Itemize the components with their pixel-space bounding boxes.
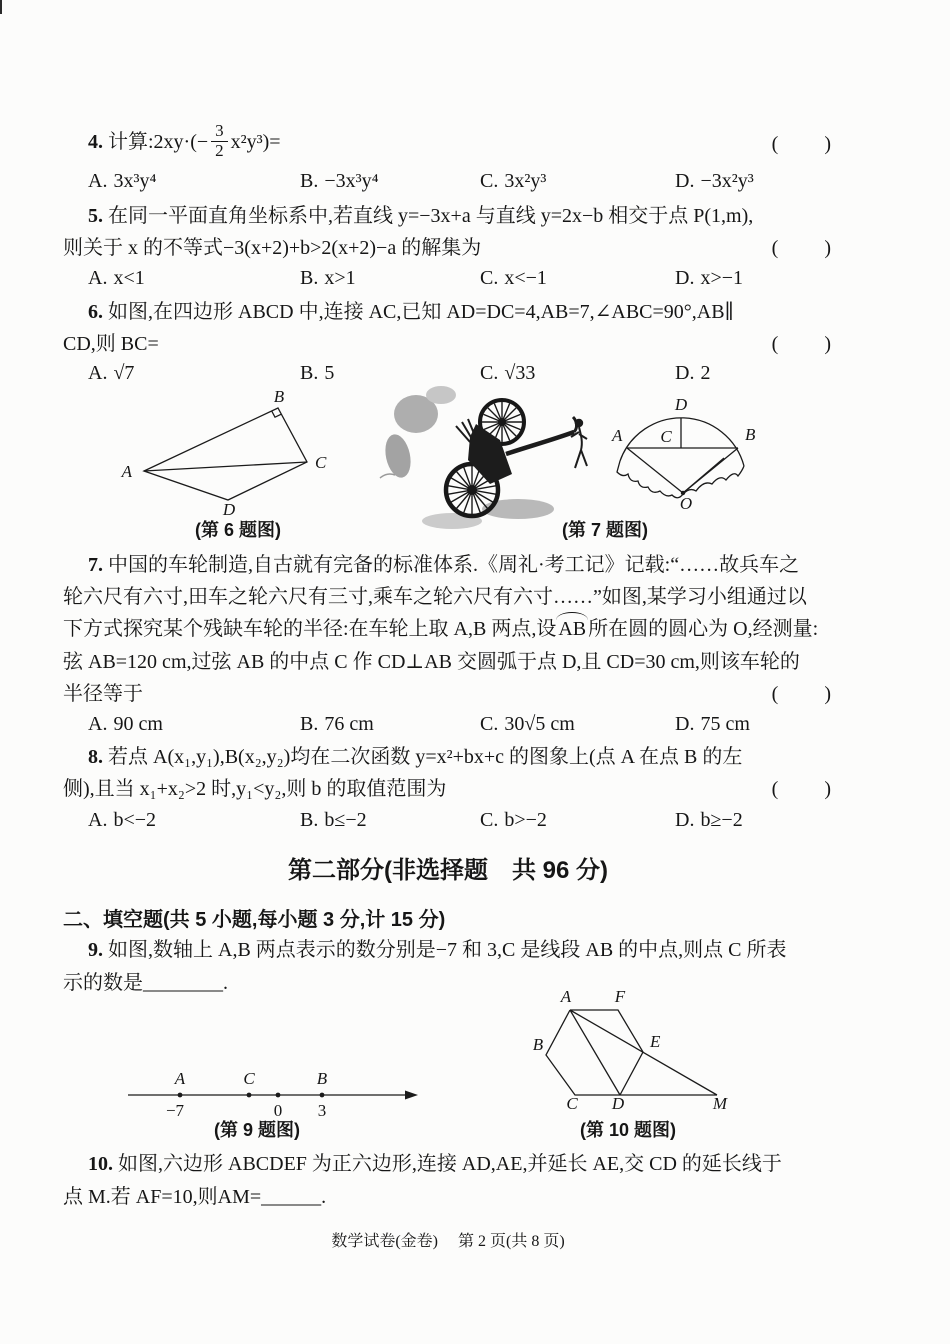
q7-option-c: C. 30√5 cm xyxy=(480,713,575,735)
q8-option-a: A. b<−2 xyxy=(88,809,157,831)
q5-stem-line1: 5. 在同一平面直角坐标系中,若直线 y=−3x+a 与直线 y=2x−b 相交于点 P(1,m), xyxy=(88,205,754,227)
section2-title: 二、填空题(共 5 小题,每小题 3 分,计 15 分) xyxy=(63,909,446,931)
q10-label-D: D xyxy=(611,1094,625,1113)
q4-text-post: x²y³)= xyxy=(230,130,281,153)
q7-option-b: B. 76 cm xyxy=(300,713,374,735)
q7-label-O: O xyxy=(679,494,693,513)
q4-number: 4. xyxy=(88,130,103,153)
q6-option-d: D. 2 xyxy=(675,362,711,384)
q9-stem-line1: 9. 如图,数轴上 A,B 两点表示的数分别是−7 和 3,C 是线段 AB 的中点,则点 C 所表 xyxy=(88,939,787,961)
q9-figure-caption: (第 9 题图) xyxy=(213,1120,300,1140)
q10-number: 10. xyxy=(88,1153,113,1175)
q7-answer-bracket: ( ) xyxy=(771,683,833,705)
q10-label-B: B xyxy=(532,1035,544,1054)
q4-option-d: D. −3x²y³ xyxy=(675,170,754,192)
q6-stem-line1: 6. 如图,在四边形 ABCD 中,连接 AC,已知 AD=DC=4,AB=7,∠ABC=90°,AB∥ xyxy=(88,301,734,323)
q6-label-A: A xyxy=(121,462,132,481)
q9-tick-zero: 0 xyxy=(273,1101,283,1120)
q8-option-d: D. b≥−2 xyxy=(675,809,743,831)
q7-label-D: D xyxy=(674,395,688,414)
q7-figure-caption: (第 7 题图) xyxy=(561,520,648,540)
q9-tick-three: 3 xyxy=(317,1101,327,1120)
q6-option-c: C. √33 xyxy=(480,362,536,384)
q10-label-A: A xyxy=(560,987,572,1006)
q5-option-b: B. x>1 xyxy=(300,267,356,289)
q6-option-b: B. 5 xyxy=(300,362,335,384)
page-footer: 数学试卷(金卷) 第 2 页(共 8 页) xyxy=(331,1233,565,1250)
q7-stem-line1: 7. 中国的车轮制造,自古就有完备的标准体系.《周礼·考工记》记载:“……故兵车之 xyxy=(88,554,800,576)
arc-AB-symbol: AB xyxy=(558,618,587,640)
q7-label-C: C xyxy=(660,427,672,446)
q5-number: 5. xyxy=(88,205,103,227)
q8-option-c: C. b>−2 xyxy=(480,809,547,831)
q4-stem xyxy=(63,122,833,164)
q7-option-a: A. 90 cm xyxy=(88,713,163,735)
q5-stem-line2: 则关于 x 的不等式−3(x+2)+b>2(x+2)−a 的解集为 ( ) xyxy=(63,237,833,259)
q8-option-b: B. b≤−2 xyxy=(300,809,367,831)
q5-options xyxy=(63,267,833,293)
q5-answer-bracket: ( ) xyxy=(771,237,833,259)
q9-figure-number-line xyxy=(125,1062,425,1122)
q7-label-B: B xyxy=(745,425,756,444)
q4-options xyxy=(63,170,833,196)
q9-tick-minus7: −7 xyxy=(165,1101,185,1120)
q8-answer-bracket: ( ) xyxy=(771,778,833,800)
q6-label-D: D xyxy=(222,500,236,519)
q5-option-a: A. x<1 xyxy=(88,267,145,289)
q6-number: 6. xyxy=(88,301,103,323)
q8-number: 8. xyxy=(88,746,103,768)
q9-stem-line2: 示的数是________. xyxy=(63,972,228,994)
q4-fraction: $\frac{3}{2}$ xyxy=(211,122,228,160)
q4-option-a: A. 3x³y⁴ xyxy=(88,170,157,192)
q7-stem-line2: 轮六尺有六寸,田车之轮六尺有三寸,乘车之轮六尺有六寸……”如图,某学习小组通过以 xyxy=(63,586,807,608)
q10-stem-line1: 10. 如图,六边形 ABCDEF 为正六边形,连接 AD,AE,并延长 AE,交 CD 的延长线于 xyxy=(88,1153,782,1175)
axis-arrowhead xyxy=(405,1091,418,1100)
q6-answer-bracket: ( ) xyxy=(771,333,833,355)
part2-title: 第二部分(非选择题 共 96 分) xyxy=(287,857,608,884)
q7-stem-line3: 下方式探究某个残缺车轮的半径:在车轮上取 A,B 两点,设 AB 所在圆的圆心为 O,经测量: xyxy=(63,618,819,640)
q7-option-d: D. 75 cm xyxy=(675,713,750,735)
q9-label-A: A xyxy=(174,1069,186,1088)
q10-figure-caption: (第 10 题图) xyxy=(579,1120,676,1140)
q4-answer-bracket: ( ) xyxy=(771,133,833,155)
q8-stem-line1: 8. 若点 A(x₁,y₁),B(x₂,y₂)均在二次函数 y=x²+bx+c 的图象上(点 A 在点 B 的左 xyxy=(88,746,743,768)
q10-label-F: F xyxy=(614,987,626,1006)
q4-option-b: B. −3x³y⁴ xyxy=(300,170,379,192)
q6-figure-caption: (第 6 题图) xyxy=(194,520,281,540)
q6-figure-quadrilateral xyxy=(90,388,350,518)
q8-stem-line2: 侧),且当 x₁+x₂>2 时,y₁<y₂,则 b 的取值范围为 ( ) xyxy=(63,778,833,800)
q7-figure-broken-wheel xyxy=(608,388,793,513)
q10-label-M: M xyxy=(712,1094,728,1113)
q7-stem-line5: 半径等于 ( ) xyxy=(63,683,833,705)
exam-content xyxy=(63,0,833,1344)
q10-label-E: E xyxy=(650,1032,661,1051)
q9-label-B: B xyxy=(316,1069,328,1088)
q10-stem-line2: 点 M.若 AF=10,则AM=______. xyxy=(63,1186,327,1208)
q5-option-c: C. x<−1 xyxy=(480,267,547,289)
q4-text-pre: 计算:2xy·(− xyxy=(108,130,209,153)
q9-number: 9. xyxy=(88,939,103,961)
q10-label-C: C xyxy=(566,1094,578,1113)
q8-options xyxy=(63,809,833,835)
chariot-figure xyxy=(571,420,587,468)
q7-label-A: A xyxy=(612,426,623,445)
q10-figure-hexagon xyxy=(530,987,790,1113)
q6-label-B: B xyxy=(273,387,285,406)
q6-option-a: A. √7 xyxy=(88,362,135,384)
q7-number: 7. xyxy=(88,554,103,576)
scan-edge-artifact xyxy=(0,0,2,14)
q6-stem-line2: CD,则 BC= ( ) xyxy=(63,333,833,355)
q6-label-C: C xyxy=(315,453,327,472)
q7-stem-line4: 弦 AB=120 cm,过弦 AB 的中点 C 作 CD⊥AB 交圆弧于点 D,且 CD=30 cm,则该车轮的 xyxy=(63,651,800,673)
q5-option-d: D. x>−1 xyxy=(675,267,744,289)
q9-label-C: C xyxy=(243,1069,255,1088)
q7-options xyxy=(63,713,833,739)
q4-option-c: C. 3x²y³ xyxy=(480,170,547,192)
